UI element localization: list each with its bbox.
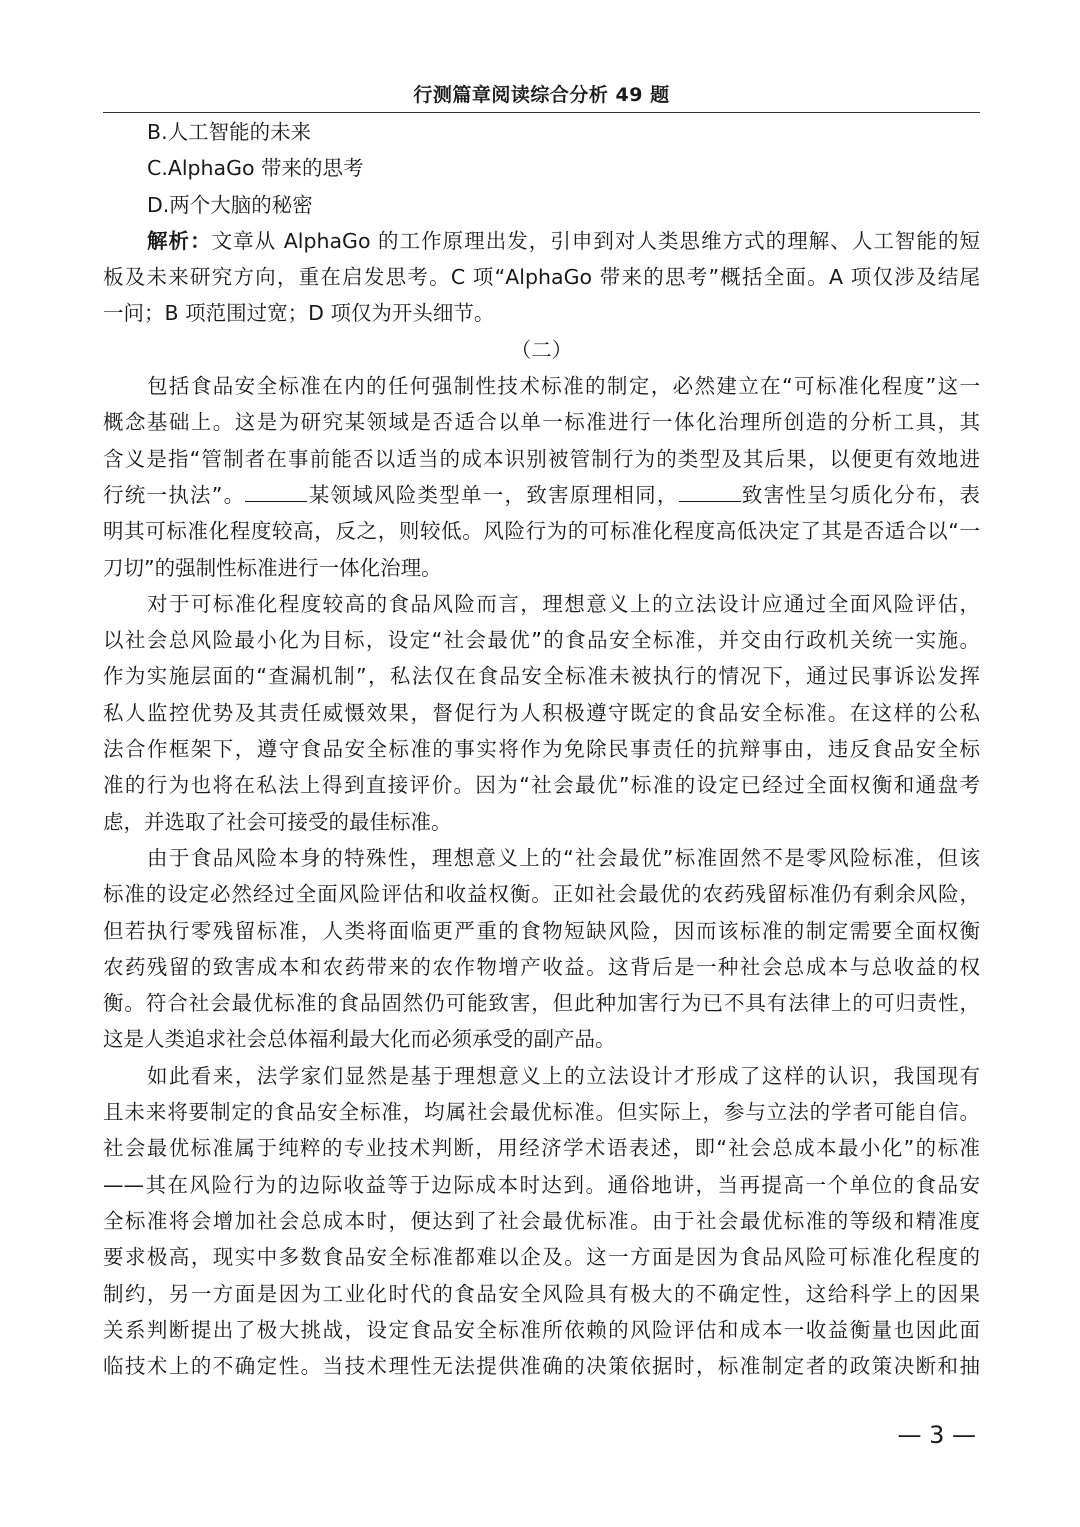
p1-line-4-a: 行统一执法”。 [103,482,246,507]
fill-in-blank-2 [679,487,741,502]
p1-line-6: 刀切”的强制性标准进行一体化治理。 [103,555,442,580]
p2-line-1: 对于可标准化程度较高的食品风险而言，理想意义上的立法设计应通过全面风险评估， [147,591,980,616]
p2-line-5: 法合作框架下，遵守食品安全标准的事实将作为免除民事责任的抗辩事由，违反食品安全标 [103,737,980,762]
p2-line-4: 私人监控优势及其责任威慑效果，督促行为人积极遵守既定的食品安全标准。在这样的公私 [103,700,980,725]
option-c: C.AlphaGo 带来的思考 [147,156,364,181]
p4-line-2: 且未来将要制定的食品安全标准，均属社会最优标准。但实际上，参与立法的学者可能自信。 [103,1100,980,1125]
p3-line-1: 由于食品风险本身的特殊性，理想意义上的“社会最优”标准固然不是零风险标准，但该 [147,845,980,870]
p3-line-3: 但若执行零残留标准，人类将面临更严重的食物短缺风险，因而该标准的制定需要全面权衡 [103,918,980,943]
analysis-line-3: 一问；B 项范围过宽；D 项仅为开头细节。 [103,301,495,326]
p4-line-8: 关系判断提出了极大挑战，设定食品安全标准所依赖的风险评估和成本一收益衡量也因此面 [103,1317,980,1342]
section-title: （二） [510,337,573,362]
p4-line-4: ——其在风险行为的边际收益等于边际成本时达到。通俗地讲，当再提高一个单位的食品安 [103,1172,980,1197]
p1-line-1: 包括食品安全标准在内的任何强制性技术标准的制定，必然建立在“可标准化程度”这一 [147,374,980,399]
p2-line-6: 准的行为也将在私法上得到直接评价。因为“社会最优”标准的设定已经过全面权衡和通盘考 [103,773,980,798]
page-number: — 3 — [897,1421,976,1449]
p4-line-5: 全标准将会增加社会总成本时，便达到了社会最优标准。由于社会最优标准的等级和精准度 [103,1208,980,1233]
fill-in-blank-1 [245,487,307,502]
analysis-line-2: 板及未来研究方向，重在启发思考。C 项“AlphaGo 带来的思考”概括全面。A 项仅涉及结尾 [103,265,980,290]
p4-line-3: 社会最优标准属于纯粹的专业技术判断，用经济学术语表述，即“社会总成本最小化”的标准 [103,1136,980,1161]
p1-line-5: 明其可标准化程度较高，反之，则较低。风险行为的可标准化程度高低决定了其是否适合以“一 [103,519,980,544]
p4-line-6: 要求极高，现实中多数食品安全标准都难以企及。这一方面是因为食品风险可标准化程度的 [103,1245,980,1270]
analysis-label: 解析： [147,228,212,253]
page-header [103,80,980,113]
p3-line-2: 标准的设定必然经过全面风险评估和收益权衡。正如社会最优的农药残留标准仍有剩余风险， [103,882,980,907]
p4-line-7: 制约，另一方面是因为工业化时代的食品安全风险具有极大的不确定性，这给科学上的因果 [103,1281,980,1306]
p2-line-3: 作为实施层面的“查漏机制”，私法仅在食品安全标准未被执行的情况下，通过民事诉讼发挥 [103,664,980,689]
document-body [103,114,980,1384]
option-b: B.人工智能的未来 [147,120,312,144]
analysis-text: 文章从 AlphaGo 的工作原理出发，引申到对人类思维方式的理解、人工智能的短 [211,228,980,253]
p1-line-4-c: 致害性呈匀质化分布，表 [740,482,981,507]
p4-line-1: 如此看来，法学家们显然是基于理想意义上的立法设计才形成了这样的认识，我国现有 [147,1063,980,1088]
p3-line-5: 衡。符合社会最优标准的食品固然仍可能致害，但此种加害行为已不具有法律上的可归责性， [103,991,980,1016]
p3-line-6: 这是人类追求社会总体福利最大化而必须承受的副产品。 [103,1027,616,1052]
p3-line-4: 农药残留的致害成本和农药带来的农作物增产收益。这背后是一种社会总成本与总收益的权 [103,954,980,979]
p2-line-2: 以社会总风险最小化为目标，设定“社会最优”的食品安全标准，并交由行政机关统一实施。 [103,628,980,653]
analysis-line-1 [103,223,980,259]
p2-line-7: 虑，并选取了社会可接受的最佳标准。 [103,809,452,834]
p1-line-4 [103,477,980,513]
p1-line-4-b: 某领域风险类型单一，致害原理相同， [307,482,679,507]
p1-line-3: 含义是指“管制者在事前能否以适当的成本识别被管制行为的类型及其后果，以便更有效地进 [103,446,980,471]
p4-line-9: 临技术上的不确定性。当技术理性无法提供准确的决策依据时，标准制定者的政策决断和抽 [103,1354,980,1379]
p1-line-2: 概念基础上。这是为研究某领域是否适合以单一标准进行一体化治理所创造的分析工具，其 [103,410,980,435]
header-title: 行测篇章阅读综合分析 49 题 [413,84,670,106]
option-d: D.两个大脑的秘密 [147,192,313,217]
